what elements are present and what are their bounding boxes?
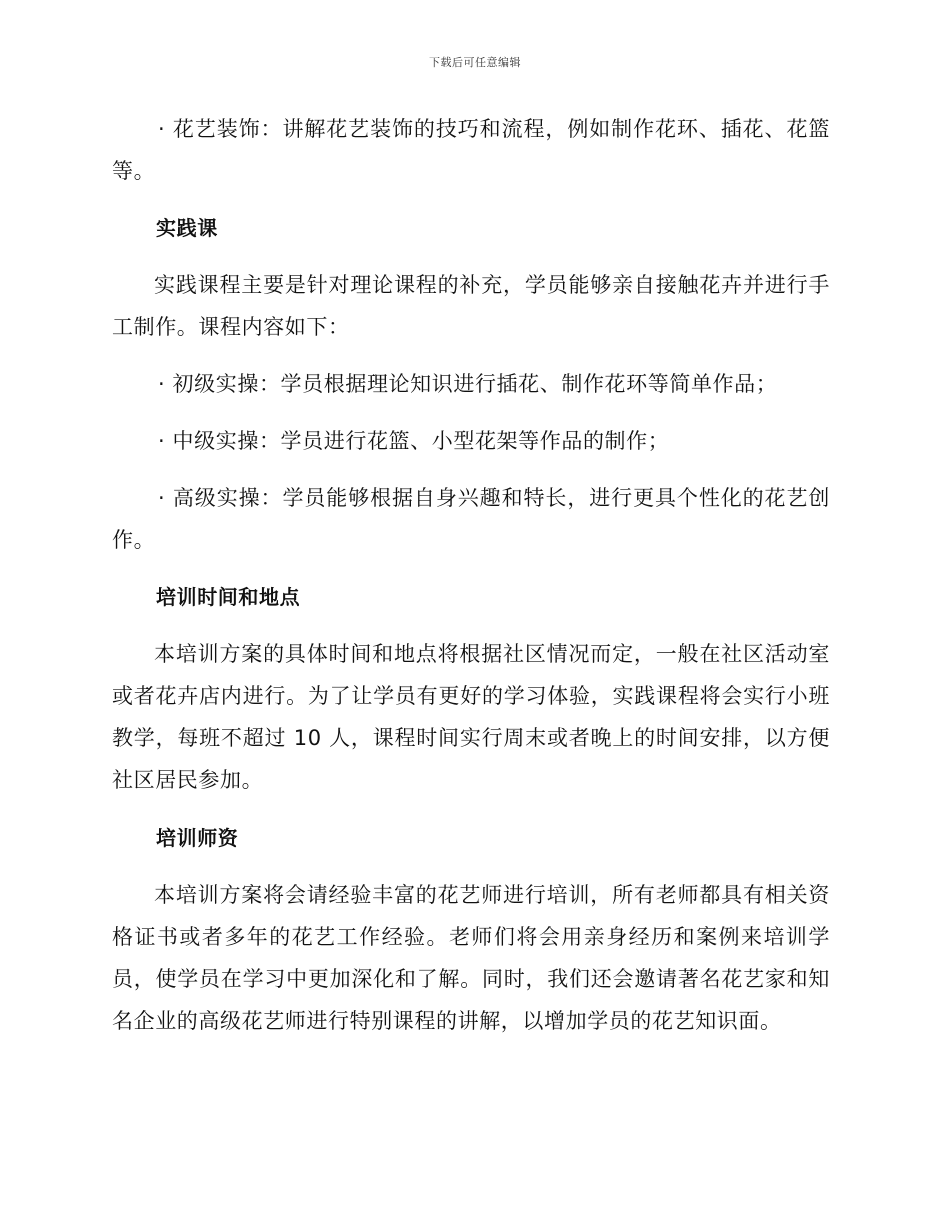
section-heading-teachers: 培训师资 xyxy=(156,826,239,850)
bullet-advanced-practice: · 高级实操：学员能够根据自身兴趣和特长，进行更具个性化的花艺创作。 xyxy=(112,486,830,552)
section-heading-time-location: 培训时间和地点 xyxy=(156,585,301,609)
time-location-paragraph: 本培训方案的具体时间和地点将根据社区情况而定，一般在社区活动室或者花卉店内进行。为了让学员有更好的学习体验，实践课程将会实行小班教学，每班不超过 10 人，课程时间实行周末或者晚上的时间安排，以方便社区居民参加。 xyxy=(112,642,830,792)
section-heading-practice: 实践课 xyxy=(156,216,218,240)
bullet-floral-decoration: · 花艺装饰：讲解花艺装饰的技巧和流程，例如制作花环、插花、花篮等。 xyxy=(112,117,830,183)
teachers-paragraph: 本培训方案将会请经验丰富的花艺师进行培训，所有老师都具有相关资格证书或者多年的花艺工作经验。老师们将会用亲身经历和案例来培训学员，使学员在学习中更加深化和了解。同时，我们还会邀请著名花艺家和知名企业的高级花艺师进行特别课程的讲解，以增加学员的花艺知识面。 xyxy=(112,883,830,1033)
document-body xyxy=(112,108,830,1042)
practice-intro-paragraph: 实践课程主要是针对理论课程的补充，学员能够亲自接触花卉并进行手工制作。课程内容如下： xyxy=(112,273,830,339)
bullet-intermediate-practice: · 中级实操：学员进行花篮、小型花架等作品的制作； xyxy=(158,429,670,453)
header-note: 下载后可任意编辑 xyxy=(429,56,521,69)
bullet-basic-practice: · 初级实操：学员根据理论知识进行插花、制作花环等简单作品； xyxy=(158,372,778,396)
